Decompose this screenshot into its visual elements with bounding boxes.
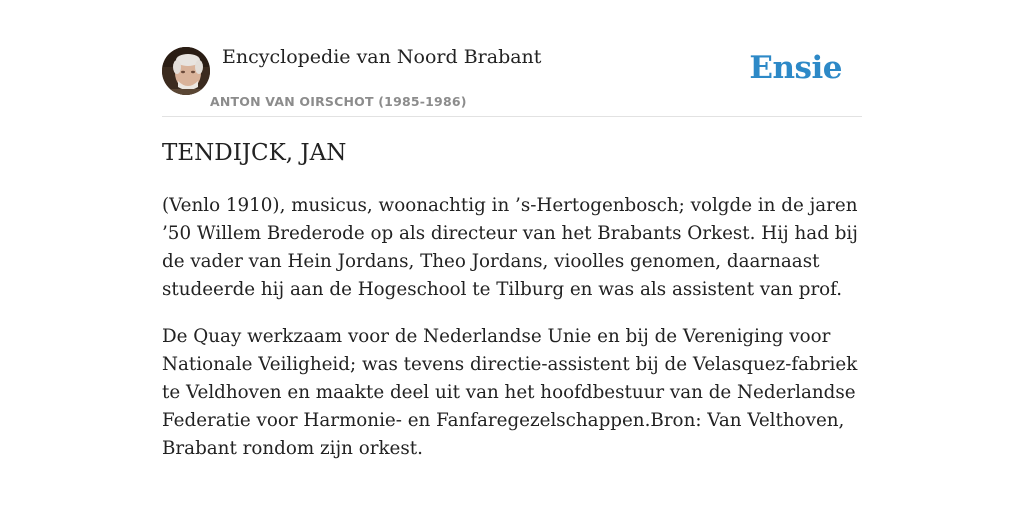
entry-title: TENDIJCK, JAN	[162, 140, 347, 166]
entry-paragraph: (Venlo 1910), musicus, woonachtig in ’s-Hertogenbosch; volgde in de jaren ’50 Willem Brederode op als directeur van het Brabants Orkest. Hij had bij de vader van Hein Jordans, Theo Jordans, vioolles genomen, daarnaast studeerde hij aan de Hogeschool te Tilburg en was als assistent van prof.	[162, 195, 858, 300]
ensie-logo-link[interactable]: Ensie	[749, 50, 842, 86]
author-portrait-icon	[162, 47, 210, 95]
author-avatar[interactable]	[162, 47, 210, 95]
source-header	[162, 0, 862, 117]
source-title[interactable]: Encyclopedie van Noord Brabant	[222, 46, 542, 68]
source-author[interactable]: ANTON VAN OIRSCHOT (1985-1986)	[210, 94, 467, 109]
entry-paragraph: De Quay werkzaam voor de Nederlandse Unie en bij de Vereniging voor Nationale Veiligheid; was tevens directie-assistent bij de Velasquez-fabriek te Veldhoven en maakte deel uit van het hoofdbestuur van de Nederlandse Federatie voor Harmonie- en Fanfaregezelschappen.Bron: Van Velthoven, Brabant rondom zijn orkest.	[162, 326, 858, 459]
page-container	[162, 0, 862, 459]
